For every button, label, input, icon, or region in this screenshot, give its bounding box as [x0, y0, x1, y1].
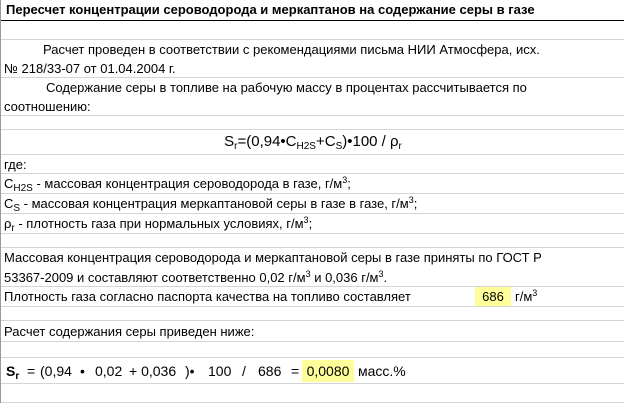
density-text: Плотность газа согласно паспорта качества на топливо составляет: [4, 289, 411, 304]
calc-intro-row[interactable]: [1, 321, 624, 342]
legend-cs: $C_S$ - массовая концентрация меркаптановой серы в газе в газе, $г/м^3$;: [4, 195, 418, 214]
legend-row-cs[interactable]: [1, 194, 624, 214]
legend-h2s: $C_{H2S}$ - массовая концентрация сероводорода в газе, $г/м^3$;: [4, 175, 351, 194]
calc-result-cell[interactable]: 0,0080: [302, 360, 354, 382]
where-label: где:: [4, 157, 27, 172]
legend-rho: $\rho_r$ - плотность газа при нормальных условиях, $г/м^3$;: [4, 215, 313, 234]
empty-row[interactable]: [1, 116, 624, 130]
empty-row[interactable]: [1, 342, 624, 358]
empty-row[interactable]: [1, 21, 624, 40]
gost-line-2: 53367-2009 и составляют соответственно 0,02 $г/м^3$ и 0,036 $г/м^3$.: [4, 269, 388, 285]
empty-row[interactable]: [1, 307, 624, 321]
calc-intro: Расчет содержания серы приведен ниже:: [4, 324, 255, 339]
gost-row[interactable]: [1, 248, 624, 287]
where-row[interactable]: [1, 155, 624, 174]
sulfur-line-1: Содержание серы в топливе на рабочую массу в процентах рассчитывается по: [46, 80, 527, 95]
gost-line-1: Массовая концентрация сероводорода и меркаптановой серы в газе приняты по ГОСТ Р: [4, 250, 542, 265]
calc-open: (0,94: [40, 363, 72, 379]
sulfur-formula: $S_r=(0,94•C_{H2S}+C_S)•100 / \rho_r$: [224, 133, 402, 152]
title-row[interactable]: [1, 0, 624, 21]
density-unit: $г/м^3$: [515, 288, 538, 304]
intro-row[interactable]: [1, 40, 624, 78]
legend-row-h2s[interactable]: [1, 174, 624, 194]
calc-cs-value[interactable]: + 0,036: [129, 363, 177, 379]
calc-slash: /: [242, 363, 246, 379]
intro-line-2: № 218/33-07 от 01.04.2004 г.: [4, 61, 176, 76]
empty-row[interactable]: [1, 384, 624, 403]
intro-line-1: Расчет проведен в соответствии с рекомендациями письма НИИ Атмосфера, исх.: [43, 42, 540, 57]
calc-eq-2: =: [291, 363, 300, 379]
page-title: Пересчет концентрации сероводорода и меркаптанов на содержание серы в газе: [6, 2, 535, 17]
empty-row[interactable]: [1, 234, 624, 248]
calc-close: )•: [185, 363, 195, 379]
calc-h2s-value[interactable]: 0,02: [95, 363, 123, 379]
calc-eq: =: [27, 363, 36, 379]
calc-unit: масс.%: [358, 363, 406, 379]
sulfur-line-2: соотношению:: [4, 99, 91, 114]
legend-row-rho[interactable]: [1, 214, 624, 234]
calc-dot: •: [80, 363, 85, 379]
calc-density-value[interactable]: 686: [258, 363, 282, 379]
sulfur-row[interactable]: [1, 78, 624, 116]
calc-hundred: 100: [208, 363, 232, 379]
density-value-cell[interactable]: 686: [475, 287, 511, 306]
calc-symbol: $S_r$: [6, 363, 20, 382]
